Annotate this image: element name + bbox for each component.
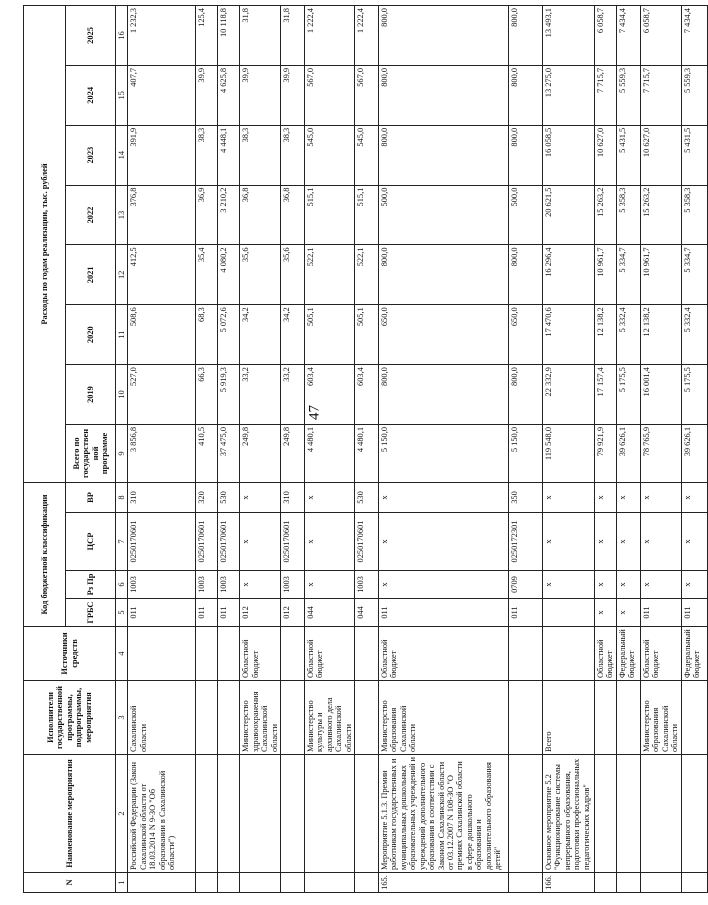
year-value: 13 493,1 [543, 6, 595, 66]
total-value: 4 480,1 [305, 424, 355, 482]
funding-source: Областной бюджет [379, 627, 509, 681]
vr-code: 350 [509, 482, 543, 512]
measure-name: Мероприятие 5.1.3. Премии работникам государственных и муниципальных дошкольных образовательных учреждений и учреждений дополнительного образования в соответствии с Законом Сахалинской области от 03.12.2007 N 108-ЗО "О премиях Сахалинской области в сфере дошкольного образования и дополнительного образования детей" [379, 755, 509, 873]
year-value: 5 431,5 [681, 125, 707, 185]
row-number: 166. [543, 873, 595, 893]
vr-code: х [305, 482, 355, 512]
year-value: 125,4 [196, 6, 218, 66]
header-csr: ЦСР [66, 513, 116, 571]
table-row [641, 6, 682, 893]
year-value: 800,0 [509, 65, 543, 125]
funding-source [128, 627, 196, 681]
table-body [128, 6, 707, 893]
column-index: 5 [116, 599, 128, 627]
year-value: 407,7 [128, 65, 196, 125]
grbs-code: 011 [218, 599, 240, 627]
year-value: 505,1 [305, 305, 355, 365]
year-value: 545,0 [305, 125, 355, 185]
header-year: 2024 [66, 65, 116, 125]
year-value: 38,3 [281, 125, 305, 185]
year-value: 522,1 [355, 245, 379, 305]
csr-code: 0250170601 [281, 513, 305, 571]
csr-code: х [681, 513, 707, 571]
year-value: 7 715,7 [641, 65, 682, 125]
executor-name: Сахалинской области [128, 681, 196, 755]
year-value: 17 157,4 [595, 365, 617, 425]
year-value: 12 138,2 [641, 305, 682, 365]
year-value: 20 621,5 [543, 185, 595, 245]
table-row [128, 6, 196, 893]
year-value: 650,0 [379, 305, 509, 365]
executor-name [595, 681, 617, 755]
funding-source: Федеральный бюджет [617, 627, 641, 681]
csr-code: х [240, 513, 281, 571]
year-value: 1 222,4 [355, 6, 379, 66]
rzpr-code: 1003 [196, 571, 218, 599]
executor-name: Министерство образования Сахалинской области [379, 681, 509, 755]
year-value: 545,0 [355, 125, 379, 185]
year-value: 7 715,7 [595, 65, 617, 125]
table-row [595, 6, 617, 893]
funding-source [196, 627, 218, 681]
vr-code: х [240, 482, 281, 512]
year-value: 500,0 [379, 185, 509, 245]
column-index: 2 [116, 755, 128, 873]
budget-table [23, 5, 708, 893]
csr-code: 0250170601 [355, 513, 379, 571]
total-value: 39 626,1 [617, 424, 641, 482]
row-number [218, 873, 240, 893]
document-table-rotated [23, 5, 702, 893]
column-index: 1 [116, 873, 128, 893]
vr-code: 530 [218, 482, 240, 512]
column-index: 12 [116, 245, 128, 305]
year-value: 800,0 [509, 365, 543, 425]
measure-name [281, 755, 305, 873]
grbs-code: 044 [305, 599, 355, 627]
executor-name [509, 681, 543, 755]
row-number [681, 873, 707, 893]
measure-name: Российской Федерации (Закон Сахалинской области от 18.03.2014 N 9-ЗО "Об образовании в Сахалинской области") [128, 755, 196, 873]
year-value: 22 332,9 [543, 365, 595, 425]
table-row [681, 6, 707, 893]
funding-source: Областной бюджет [641, 627, 682, 681]
grbs-code: 011 [379, 599, 509, 627]
csr-code: 0250172301 [509, 513, 543, 571]
year-value: 10 627,0 [595, 125, 617, 185]
header-year: 2022 [66, 185, 116, 245]
row-number [305, 873, 355, 893]
measure-name [595, 755, 617, 873]
year-value: 391,9 [128, 125, 196, 185]
table-row [281, 6, 305, 893]
year-value: 39,9 [196, 65, 218, 125]
year-value: 15 263,2 [641, 185, 682, 245]
column-index: 11 [116, 305, 128, 365]
table-row [218, 6, 240, 893]
year-value: 1 232,3 [128, 6, 196, 66]
total-value: 5 150,0 [379, 424, 509, 482]
year-value: 31,8 [240, 6, 281, 66]
year-value: 5 072,6 [218, 305, 240, 365]
year-value: 5 358,3 [617, 185, 641, 245]
measure-name [509, 755, 543, 873]
year-value: 515,1 [355, 185, 379, 245]
year-value: 5 919,3 [218, 365, 240, 425]
year-value: 36,8 [240, 185, 281, 245]
year-value: 515,1 [305, 185, 355, 245]
year-value: 4 625,8 [218, 65, 240, 125]
executor-name: Министерство здравоохранения Сахалинской области [240, 681, 281, 755]
rzpr-code: 0709 [509, 571, 543, 599]
total-value: 249,8 [281, 424, 305, 482]
header-year: 2020 [66, 305, 116, 365]
grbs-code: 011 [509, 599, 543, 627]
grbs-code: 011 [641, 599, 682, 627]
row-number [196, 873, 218, 893]
year-value: 800,0 [509, 125, 543, 185]
row-number [595, 873, 617, 893]
executor-name: Министерство культуры и архивного дела Сахалинской области [305, 681, 355, 755]
funding-source [218, 627, 240, 681]
year-value: 33,2 [281, 365, 305, 425]
year-value: 6 058,7 [595, 6, 617, 66]
funding-source: Областной бюджет [240, 627, 281, 681]
rzpr-code: 1003 [355, 571, 379, 599]
vr-code: х [681, 482, 707, 512]
year-value: 68,3 [196, 305, 218, 365]
header-grbs: ГРБС [66, 599, 116, 627]
year-value: 1 222,4 [305, 6, 355, 66]
year-value: 12 138,2 [595, 305, 617, 365]
measure-name [240, 755, 281, 873]
year-value: 10 627,0 [641, 125, 682, 185]
header-year: 2021 [66, 245, 116, 305]
header-year: 2025 [66, 6, 116, 66]
year-value: 5 334,7 [681, 245, 707, 305]
grbs-code: 012 [240, 599, 281, 627]
year-value: 5 559,3 [617, 65, 641, 125]
year-value: 603,4 [355, 365, 379, 425]
row-number [355, 873, 379, 893]
year-value: 5 334,7 [617, 245, 641, 305]
total-value: 37 475,0 [218, 424, 240, 482]
rzpr-code: х [305, 571, 355, 599]
column-index: 6 [116, 571, 128, 599]
grbs-code [543, 599, 595, 627]
column-index: 9 [116, 424, 128, 482]
year-value: 6 058,7 [641, 6, 682, 66]
column-index: 7 [116, 513, 128, 571]
year-value: 4 080,2 [218, 245, 240, 305]
column-index: 3 [116, 681, 128, 755]
year-value: 800,0 [379, 65, 509, 125]
total-value: 249,8 [240, 424, 281, 482]
rzpr-code: 1003 [218, 571, 240, 599]
grbs-code: 011 [196, 599, 218, 627]
rzpr-code: 1003 [281, 571, 305, 599]
column-index: 10 [116, 365, 128, 425]
row-number: 165. [379, 873, 509, 893]
row-number [641, 873, 682, 893]
year-value: 35,6 [281, 245, 305, 305]
year-value: 66,3 [196, 365, 218, 425]
year-value: 5 175,5 [617, 365, 641, 425]
header-source: Источники средств [24, 627, 116, 681]
table-row [240, 6, 281, 893]
year-value: 34,2 [281, 305, 305, 365]
year-value: 7 434,4 [617, 6, 641, 66]
year-value: 7 434,4 [681, 6, 707, 66]
header-vr: ВР [66, 482, 116, 512]
year-value: 500,0 [509, 185, 543, 245]
column-index: 16 [116, 6, 128, 66]
year-value: 38,3 [240, 125, 281, 185]
year-value: 4 448,1 [218, 125, 240, 185]
column-index: 14 [116, 125, 128, 185]
year-value: 412,5 [128, 245, 196, 305]
row-number [128, 873, 196, 893]
executor-name [617, 681, 641, 755]
vr-code: х [379, 482, 509, 512]
year-value: 5 332,4 [617, 305, 641, 365]
grbs-code: 012 [281, 599, 305, 627]
csr-code: х [595, 513, 617, 571]
year-value: 800,0 [379, 125, 509, 185]
csr-code: 0250170601 [196, 513, 218, 571]
year-value: 35,4 [196, 245, 218, 305]
header-total: Всего по государственной программе [66, 424, 116, 482]
year-value: 36,8 [281, 185, 305, 245]
executor-name [218, 681, 240, 755]
measure-name [196, 755, 218, 873]
csr-code: 0250170601 [128, 513, 196, 571]
year-value: 567,0 [305, 65, 355, 125]
year-value: 5 559,3 [681, 65, 707, 125]
year-value: 3 210,2 [218, 185, 240, 245]
year-value: 522,1 [305, 245, 355, 305]
measure-name [305, 755, 355, 873]
rzpr-code: 1003 [128, 571, 196, 599]
year-value: 603,4 [305, 365, 355, 425]
year-value: 5 431,5 [617, 125, 641, 185]
total-value: 79 921,9 [595, 424, 617, 482]
table-row [196, 6, 218, 893]
total-value: 410,5 [196, 424, 218, 482]
executor-name [281, 681, 305, 755]
year-value: 13 275,0 [543, 65, 595, 125]
measure-name [641, 755, 682, 873]
measure-name [617, 755, 641, 873]
header-year: 2023 [66, 125, 116, 185]
year-value: 39,9 [281, 65, 305, 125]
funding-source: Федеральный бюджет [681, 627, 707, 681]
rzpr-code: х [617, 571, 641, 599]
csr-code: х [543, 513, 595, 571]
measure-name [681, 755, 707, 873]
funding-source [509, 627, 543, 681]
executor-name [681, 681, 707, 755]
rzpr-code: х [379, 571, 509, 599]
rzpr-code: х [595, 571, 617, 599]
grbs-code: 011 [681, 599, 707, 627]
header-executors: Исполнители государственной программы, подпрограммы, мероприятия [24, 681, 116, 755]
year-value: 650,0 [509, 305, 543, 365]
csr-code: х [641, 513, 682, 571]
rzpr-code: х [543, 571, 595, 599]
year-value: 800,0 [379, 6, 509, 66]
table-row [509, 6, 543, 893]
total-value: 5 150,0 [509, 424, 543, 482]
funding-source: Областной бюджет [305, 627, 355, 681]
header-year: 2019 [66, 365, 116, 425]
year-value: 31,8 [281, 6, 305, 66]
year-value: 800,0 [509, 245, 543, 305]
year-value: 35,6 [240, 245, 281, 305]
row-number [617, 873, 641, 893]
header-rzpr: Рз Пр [66, 571, 116, 599]
table-row [543, 6, 595, 893]
year-value: 38,3 [196, 125, 218, 185]
grbs-code: 011 [128, 599, 196, 627]
total-value: 78 765,9 [641, 424, 682, 482]
vr-code: 320 [196, 482, 218, 512]
year-value: 36,9 [196, 185, 218, 245]
vr-code: х [595, 482, 617, 512]
table-row [355, 6, 379, 893]
year-value: 800,0 [379, 365, 509, 425]
year-value: 10 118,8 [218, 6, 240, 66]
year-value: 17 470,6 [543, 305, 595, 365]
column-index: 13 [116, 185, 128, 245]
year-value: 508,6 [128, 305, 196, 365]
measure-name [218, 755, 240, 873]
year-value: 16 058,5 [543, 125, 595, 185]
column-index: 8 [116, 482, 128, 512]
column-index: 4 [116, 627, 128, 681]
csr-code: х [617, 513, 641, 571]
year-value: 34,2 [240, 305, 281, 365]
total-value: 3 856,8 [128, 424, 196, 482]
csr-code: 0250170601 [218, 513, 240, 571]
column-index-row [116, 6, 128, 893]
funding-source [355, 627, 379, 681]
csr-code: х [305, 513, 355, 571]
year-value: 10 961,7 [595, 245, 617, 305]
year-value: 16 296,4 [543, 245, 595, 305]
funding-source: Областной бюджет [595, 627, 617, 681]
year-value: 15 263,2 [595, 185, 617, 245]
table-row [617, 6, 641, 893]
year-value: 800,0 [509, 6, 543, 66]
measure-name [355, 755, 379, 873]
total-value: 119 548,0 [543, 424, 595, 482]
grbs-code: х [617, 599, 641, 627]
year-value: 567,0 [355, 65, 379, 125]
year-value: 376,8 [128, 185, 196, 245]
csr-code: х [379, 513, 509, 571]
funding-source [281, 627, 305, 681]
vr-code: х [641, 482, 682, 512]
header-name: Наименование мероприятия [24, 755, 116, 873]
vr-code: 530 [355, 482, 379, 512]
year-value: 5 358,3 [681, 185, 707, 245]
vr-code: х [543, 482, 595, 512]
total-value: 4 480,1 [355, 424, 379, 482]
grbs-code: 044 [355, 599, 379, 627]
executor-name [196, 681, 218, 755]
executor-name [355, 681, 379, 755]
row-number [509, 873, 543, 893]
table-row [305, 6, 355, 893]
column-index: 15 [116, 65, 128, 125]
measure-name: Основное мероприятие 5.2 "Функционирование системы непрерывного образования, подготовки профессиональных педагогических кадров" [543, 755, 595, 873]
year-value: 33,2 [240, 365, 281, 425]
year-value: 10 961,7 [641, 245, 682, 305]
rzpr-code: х [681, 571, 707, 599]
executor-name: Министерство образования Сахалинской области [641, 681, 682, 755]
vr-code: 310 [128, 482, 196, 512]
executor-name: Всего [543, 681, 595, 755]
vr-code: 310 [281, 482, 305, 512]
year-value: 505,1 [355, 305, 379, 365]
grbs-code: х [595, 599, 617, 627]
year-value: 800,0 [379, 245, 509, 305]
header-n: N [24, 873, 116, 893]
row-number [281, 873, 305, 893]
table-row [379, 6, 509, 893]
year-value: 527,0 [128, 365, 196, 425]
rzpr-code: х [641, 571, 682, 599]
header-budget-code: Код бюджетной классификации [24, 482, 66, 626]
year-value: 39,9 [240, 65, 281, 125]
funding-source [543, 627, 595, 681]
header-expenses: Расходы по годам реализации, тыс. рублей [24, 6, 66, 483]
year-value: 16 001,4 [641, 365, 682, 425]
year-value: 5 332,4 [681, 305, 707, 365]
row-number [240, 873, 281, 893]
vr-code: х [617, 482, 641, 512]
rzpr-code: х [240, 571, 281, 599]
year-value: 5 175,5 [681, 365, 707, 425]
total-value: 39 626,1 [681, 424, 707, 482]
page-number: 47 [306, 405, 323, 420]
